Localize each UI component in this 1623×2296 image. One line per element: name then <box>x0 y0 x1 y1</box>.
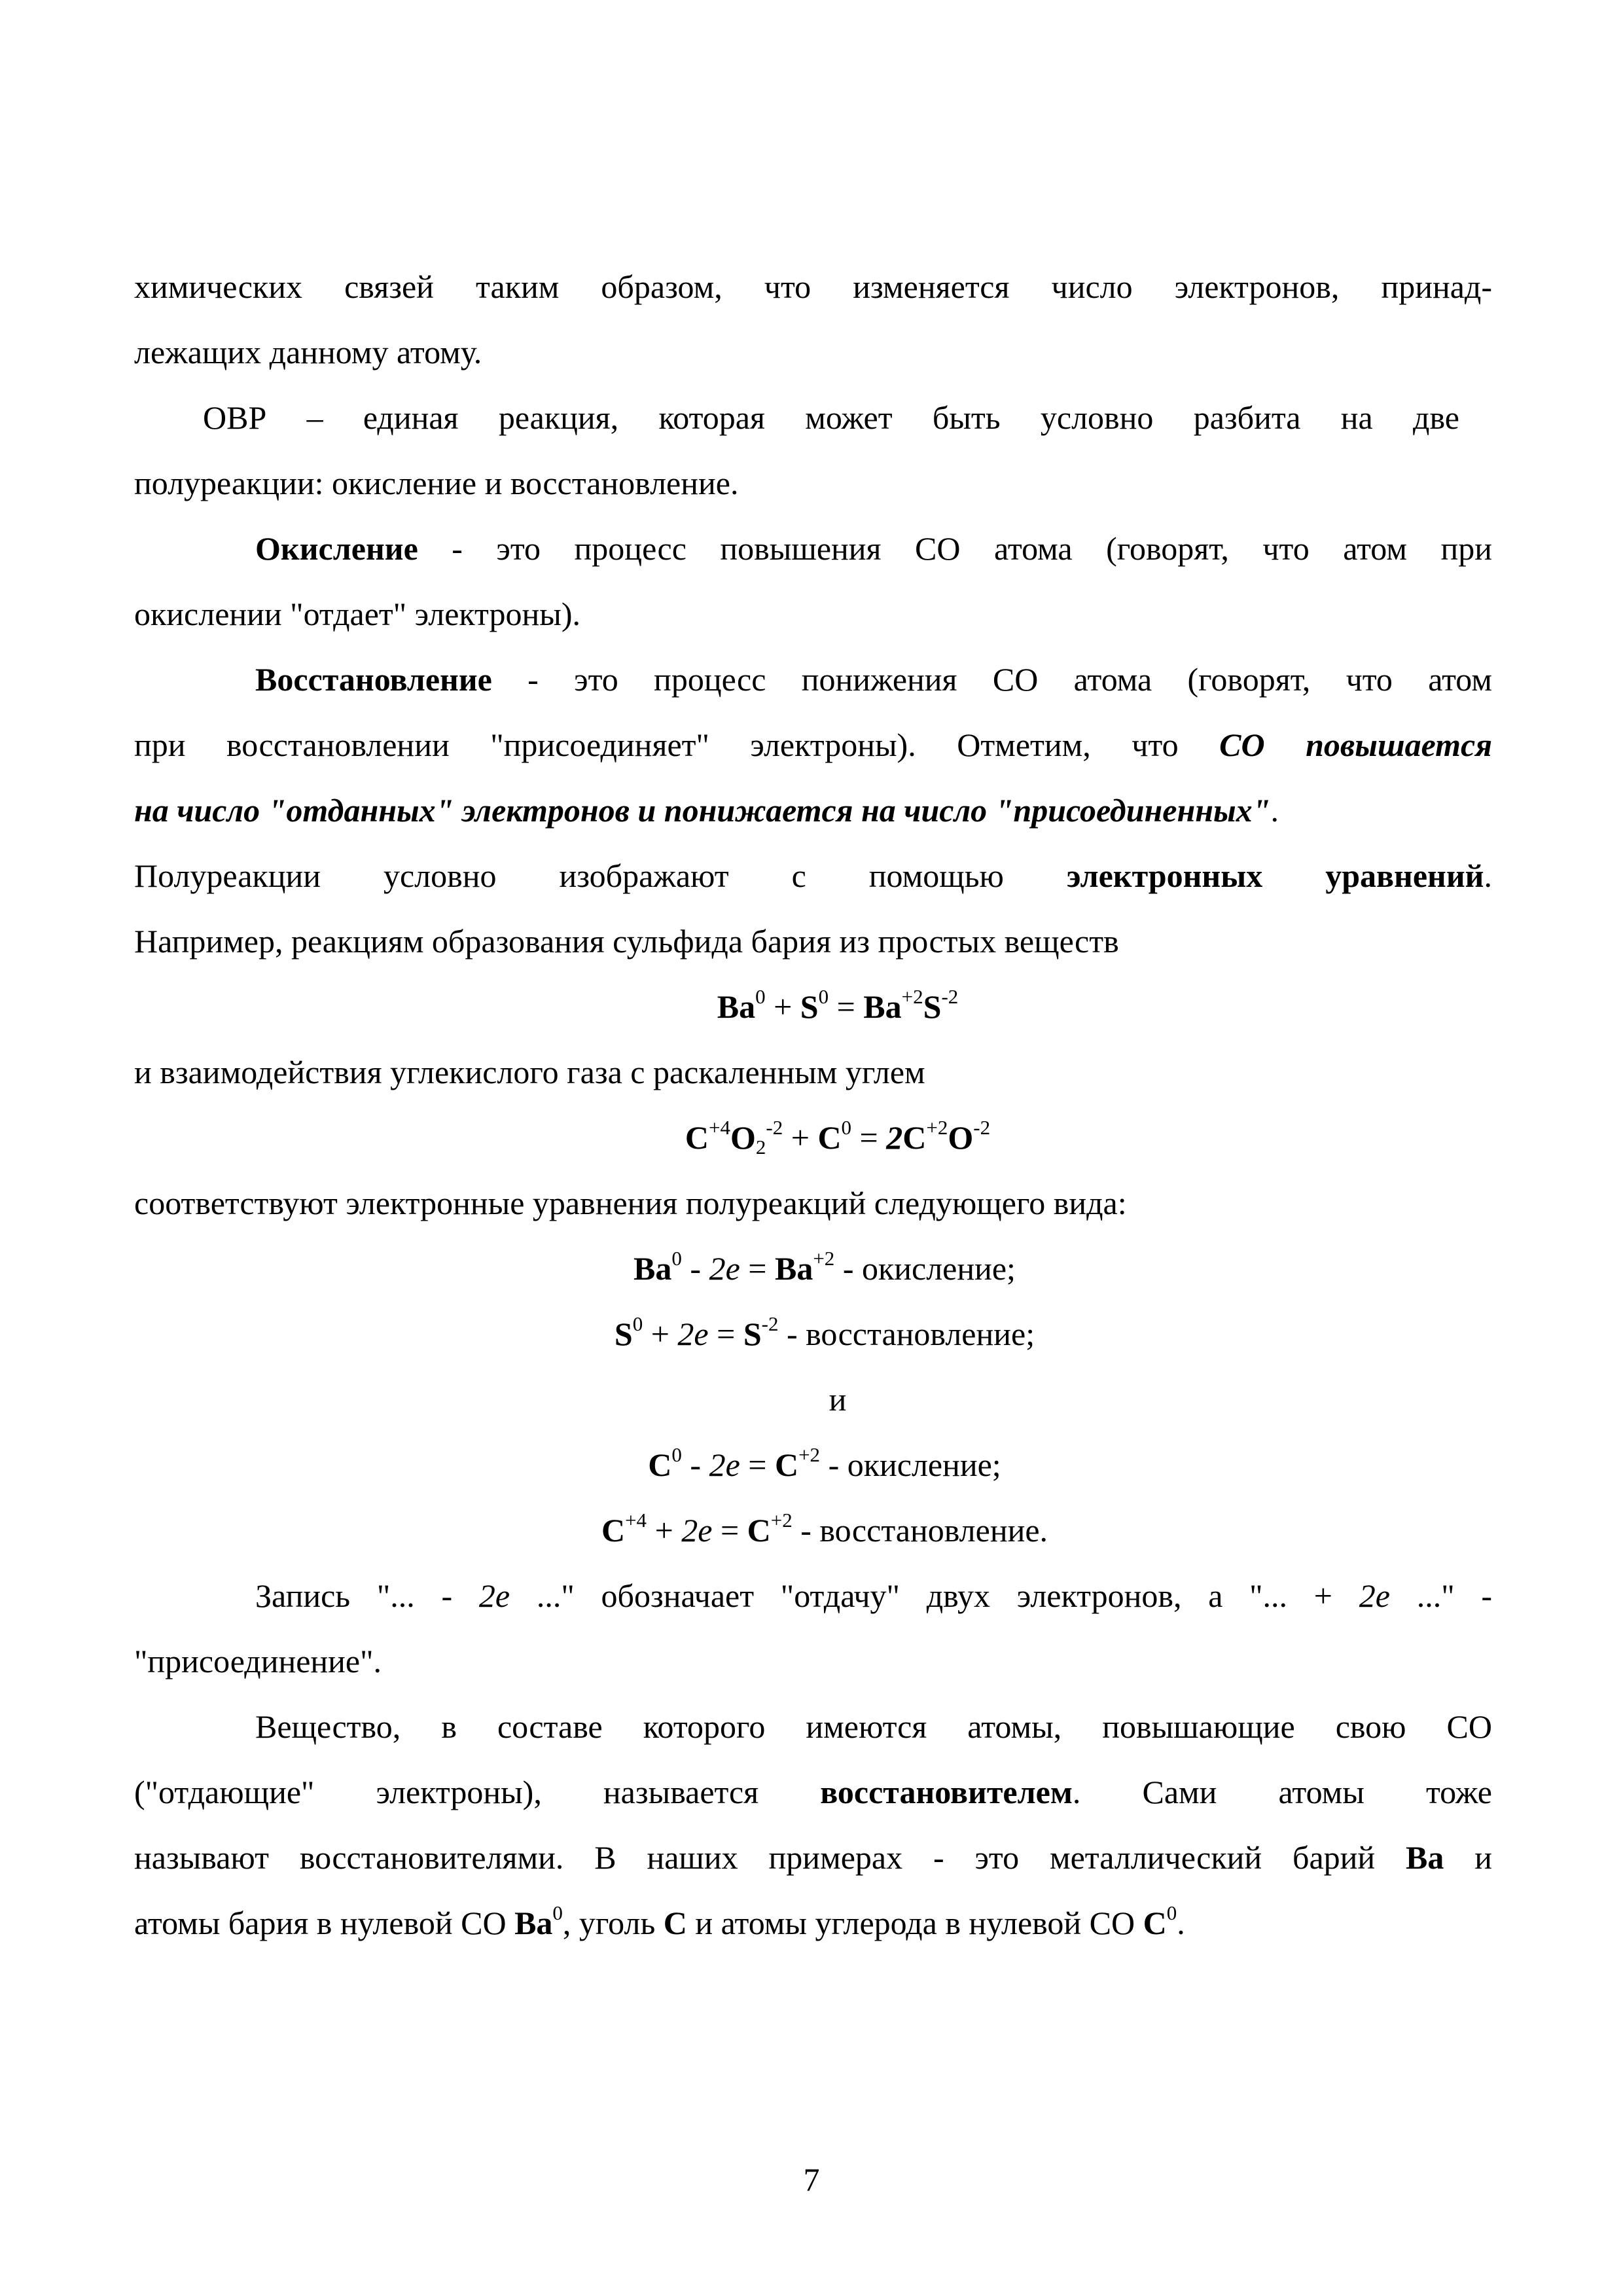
paragraph-3-line-1: Окисление - это процесс повышения СО атома (говорят, что атом при <box>255 530 1492 567</box>
paragraph-3-line-2: окислении "отдает" электроны). <box>134 596 580 632</box>
paragraph-2-line-2: полуреакции: окисление и восстановление. <box>134 465 739 501</box>
equation-carbon-monoxide: $C^{+4}O_2^{-2} + C^0 = 2C^{+2}O^{-2}$ <box>685 1116 991 1158</box>
paragraph-6-line-4: атомы бария в нулевой СО Ba$^0$, уголь C и атомы углерода в нулевой СО $C^0$. <box>134 1901 1185 1941</box>
emphasis-electrons: на число "отданных" электронов и понижается на число "присоединенных" <box>134 792 1271 829</box>
paragraph-4-line-5: Например, реакциям образования сульфида бария из простых веществ <box>134 923 1119 960</box>
emphasis-co-increase: СО повышается <box>1219 726 1492 763</box>
paragraph-4-line-1: Восстановление - это процесс понижения СО атома (говорят, что атом <box>255 661 1492 698</box>
paragraph-5-line-1: Запись "... - 2e ..." обозначает "отдачу" двух электронов, а "... + 2e ..." - <box>255 1577 1493 1614</box>
conjunction: и <box>829 1381 847 1418</box>
term-oxidation: Окисление <box>255 530 418 567</box>
text-carbon-dioxide: и взаимодействия углекислого газа с раскаленным углем <box>134 1054 925 1090</box>
paragraph-4-line-3: на число "отданных" электронов и понижается на число "присоединенных". <box>134 792 1279 829</box>
paragraph-1-line-1: химических связей таким образом, что изменяется число электронов, принад- <box>134 268 1492 305</box>
term-reduction: Восстановление <box>255 661 492 698</box>
paragraph-6-line-3: называют восстановителями. В наших примерах - это металлический барий Ba и <box>134 1839 1492 1876</box>
paragraph-4-line-2: при восстановлении "присоединяет" электроны). Отметим, что СО повышается <box>134 726 1492 763</box>
paragraph-4-line-4: Полуреакции условно изображают с помощью электронных уравнений. <box>134 857 1492 894</box>
term-electron-equations: электронных уравнений <box>1066 857 1484 894</box>
paragraph-2-line-1: ОВР – единая реакция, которая может быть условно разбита на две <box>203 399 1459 436</box>
equation-barium-sulfide: $Ba^0 + S^0 = Ba^{+2}S^{-2}$ <box>717 985 959 1025</box>
half-reaction-ba-oxidation: $Ba^0 - 2e = Ba^{+2}$ - окисление; <box>633 1247 1016 1287</box>
half-reaction-c-reduction: $C^{+4} + 2e = C^{+2}$ - восстановление. <box>601 1509 1048 1549</box>
term-reducing-agent: восстановителем <box>820 1774 1073 1810</box>
paragraph-1-line-2: лежащих данному атому. <box>134 334 482 370</box>
text-correspond: соответствуют электронные уравнения полуреакций следующего вида: <box>134 1185 1127 1221</box>
paragraph-5-line-2: "присоединение". <box>134 1643 382 1679</box>
half-reaction-s-reduction: $S^0 + 2e = S^{-2}$ - восстановление; <box>614 1312 1035 1352</box>
half-reaction-c-oxidation: $C^0 - 2e = C^{+2}$ - окисление; <box>648 1443 1001 1483</box>
paragraph-6-line-1: Вещество, в составе которого имеются атомы, повышающие свою СО <box>255 1708 1492 1745</box>
page-number: 7 <box>803 2161 820 2198</box>
paragraph-6-line-2: ("отдающие" электроны), называется восстановителем. Сами атомы тоже <box>134 1774 1493 1810</box>
